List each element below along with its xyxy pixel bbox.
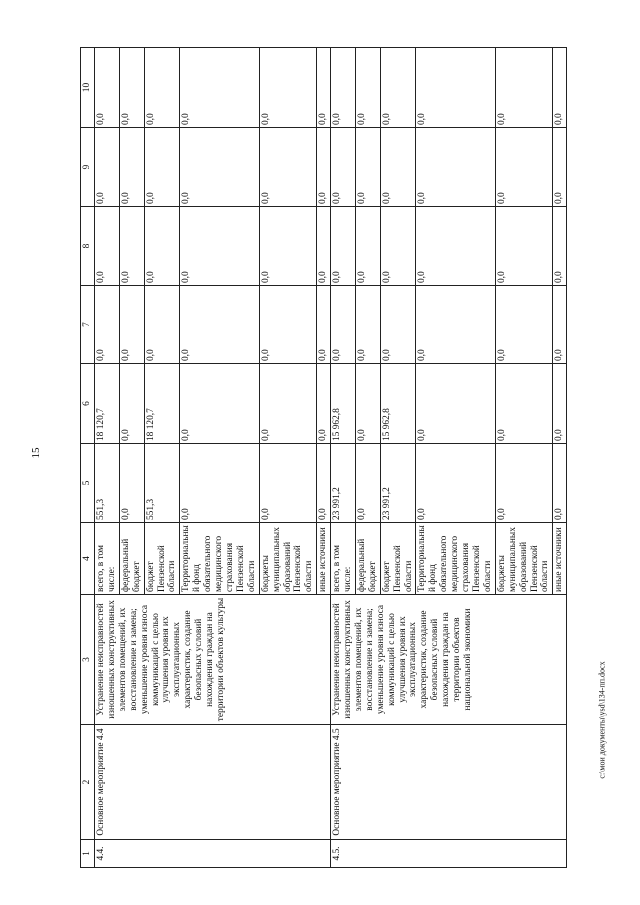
column-header: 7 [81,286,95,364]
amount-cell: 0,0 [331,128,356,207]
table-body [95,48,567,868]
budget-table [80,47,567,868]
amount-cell: 0,0 [553,207,567,286]
amount-cell: 0,0 [95,128,120,207]
amount-cell: 0,0 [553,128,567,207]
amount-cell: 0,0 [180,207,259,286]
amount-cell: 0,0 [553,48,567,128]
amount-cell: 23 991,2 [331,444,356,523]
amount-cell: 0,0 [331,48,356,128]
column-header: 2 [81,725,95,840]
amount-cell: 0,0 [355,286,380,364]
amount-cell: 0,0 [553,286,567,364]
amount-cell: 0,0 [380,128,416,207]
amount-cell: 0,0 [144,207,180,286]
amount-cell: 0,0 [553,444,567,523]
amount-cell: 0,0 [416,207,495,286]
amount-cell: 0,0 [416,444,495,523]
amount-cell: 0,0 [180,364,259,444]
rotated-table-wrapper [80,48,595,868]
amount-cell: 0,0 [95,207,120,286]
amount-cell: 0,0 [495,286,553,364]
amount-cell: 0,0 [259,286,317,364]
amount-cell: 0,0 [317,364,331,444]
amount-cell: 0,0 [180,48,259,128]
amount-cell: 0,0 [495,444,553,523]
amount-cell: 18 120,7 [144,364,180,444]
measure-name: Основное мероприятие 4.4 [95,725,331,840]
column-header: 10 [81,48,95,128]
amount-cell: 0,0 [416,364,495,444]
amount-cell: 0,0 [355,128,380,207]
amount-cell: 0,0 [180,444,259,523]
amount-cell: 0,0 [95,286,120,364]
amount-cell: 15 962,8 [331,364,356,444]
amount-cell: 0,0 [144,48,180,128]
rotated-page-container [80,48,595,868]
amount-cell: 551,3 [95,444,120,523]
funding-source-label: бюджеты муниципальных образований Пензенской области [259,523,317,595]
amount-cell: 0,0 [144,286,180,364]
column-header: 5 [81,444,95,523]
funding-source-label: Территориальный фонд обязательного медицинского страхования Пензенской области [416,523,495,595]
funding-source-label: всего, в том числе: [331,523,356,595]
funding-source-label: Территориальный фонд обязательного медицинского страхования Пензенской области [180,523,259,595]
column-header: 6 [81,364,95,444]
row-number: 4.4. [95,840,331,868]
amount-cell: 0,0 [495,207,553,286]
measure-name: Основное мероприятие 4.5 [331,725,567,840]
amount-cell: 0,0 [317,444,331,523]
amount-cell: 0,0 [259,48,317,128]
amount-cell: 0,0 [355,48,380,128]
amount-cell: 0,0 [331,286,356,364]
funding-source-label: бюджеты муниципальных образований Пензенской области [495,523,553,595]
column-header: 1 [81,840,95,868]
amount-cell: 0,0 [259,128,317,207]
amount-cell: 0,0 [317,48,331,128]
column-header: 8 [81,207,95,286]
page-number [30,441,42,465]
amount-cell: 0,0 [259,444,317,523]
funding-source-label: бюджет Пензенской области [144,523,180,595]
amount-cell: 0,0 [495,128,553,207]
measure-description: Устранение неисправностей изношенных конструктивных элементов помещений, их восстановление и замена; уменьшение уровня износа коммуникаций с целью улучшения уровня их эксплуатационных характеристик, создание безопасных условий нахождения граждан на территории объектов культуры [95,595,331,725]
amount-cell: 0,0 [259,207,317,286]
amount-cell: 0,0 [180,128,259,207]
amount-cell: 0,0 [355,207,380,286]
amount-cell: 0,0 [380,48,416,128]
amount-cell: 0,0 [119,128,144,207]
amount-cell: 0,0 [119,286,144,364]
table-row [331,48,356,868]
amount-cell: 0,0 [416,286,495,364]
column-header: 4 [81,523,95,595]
amount-cell: 0,0 [416,128,495,207]
amount-cell: 0,0 [119,207,144,286]
amount-cell: 0,0 [180,286,259,364]
funding-source-label: иные источники [317,523,331,595]
column-header: 3 [81,595,95,725]
amount-cell: 0,0 [355,364,380,444]
amount-cell: 15 962,8 [380,364,416,444]
amount-cell: 0,0 [380,286,416,364]
funding-source-label: федеральный бюджет [355,523,380,595]
amount-cell: 0,0 [259,364,317,444]
amount-cell: 0,0 [416,48,495,128]
funding-source-label: бюджет Пензенской области [380,523,416,595]
amount-cell: 0,0 [495,364,553,444]
table-row [95,48,120,868]
amount-cell: 0,0 [317,286,331,364]
amount-cell: 0,0 [119,364,144,444]
column-header: 9 [81,128,95,207]
funding-source-label: всего, в том числе: [95,523,120,595]
row-number: 4.5. [331,840,567,868]
file-path-footer [596,600,608,840]
amount-cell: 0,0 [355,444,380,523]
amount-cell: 0,0 [331,207,356,286]
page-number-text: 15 [30,447,42,459]
amount-cell: 0,0 [495,48,553,128]
amount-cell: 0,0 [119,444,144,523]
amount-cell: 0,0 [95,48,120,128]
amount-cell: 0,0 [380,207,416,286]
amount-cell: 0,0 [144,128,180,207]
file-path-text: c:\мои документы\ysd\134-пп.docx [597,661,607,779]
amount-cell: 18 120,7 [95,364,120,444]
amount-cell: 0,0 [119,48,144,128]
amount-cell: 0,0 [317,128,331,207]
amount-cell: 551,3 [144,444,180,523]
funding-source-label: иные источники [553,523,567,595]
header-row [81,48,95,868]
measure-description: Устранение неисправностей изношенных конструктивных элементов помещений, их восстановление и замена; уменьшение уровня износа коммуникаций с целью улучшения уровня их эксплуатационных характеристик, создание безопасных условий нахождения граждан на территории объектов национальной экономики [331,595,567,725]
amount-cell: 23 991,2 [380,444,416,523]
funding-source-label: федеральный бюджет [119,523,144,595]
amount-cell: 0,0 [317,207,331,286]
amount-cell: 0,0 [553,364,567,444]
